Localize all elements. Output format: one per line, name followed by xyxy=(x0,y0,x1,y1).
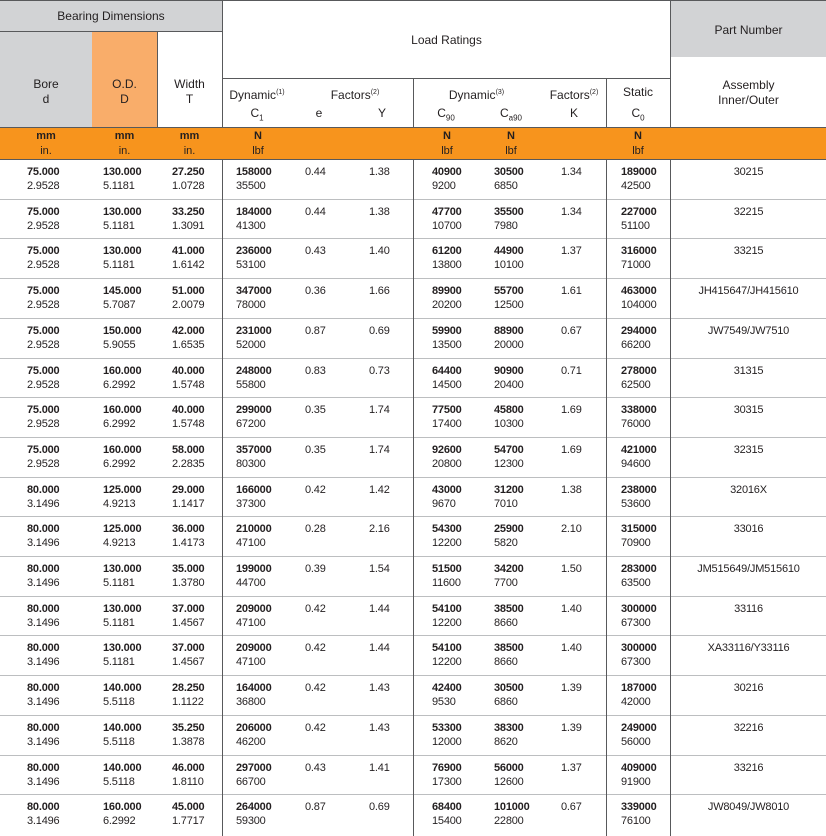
bearing-dimensions-label: Bearing Dimensions xyxy=(57,9,165,23)
part-number-cell: 33116 xyxy=(734,602,763,615)
width-cell: 33.250 1.3091 xyxy=(172,205,205,232)
c90-cell: 54100 12200 xyxy=(432,602,462,629)
e-cell: 0.44 xyxy=(305,166,326,178)
c90-units: N lbf xyxy=(441,130,453,157)
c0-cell: 339000 76100 xyxy=(621,801,657,828)
od-cell: 130.000 5.1181 xyxy=(103,166,142,192)
part-number-cell: 33216 xyxy=(733,761,764,774)
c1-cell: 206000 46200 xyxy=(236,721,272,748)
part-number-cell: JM515649/JM515610 xyxy=(697,563,800,575)
c1-cell: 264000 59300 xyxy=(236,801,272,828)
bore-cell: 75.000 2.9528 xyxy=(27,285,60,312)
ca90-cell: 45800 10300 xyxy=(494,404,524,431)
c0-cell: 300000 67300 xyxy=(621,602,657,629)
dynamic1-label: Dynamic$^{(1)}$ xyxy=(229,88,285,102)
c0-cell: 300000 67300 xyxy=(621,642,657,669)
c90-cell: 40900 9200 xyxy=(432,166,462,192)
bore-cell: 80.000 3.1496 xyxy=(27,642,60,669)
e-cell: 0.39 xyxy=(305,563,326,575)
c1-cell: 184000 41300 xyxy=(236,205,272,232)
bore-cell: 75.000 2.9528 xyxy=(27,166,60,192)
ca90-units: N lbf xyxy=(505,130,517,157)
part-number-cell: 32216 xyxy=(733,721,764,734)
ca90-cell: 54700 12300 xyxy=(494,443,524,470)
od-cell: 130.000 5.1181 xyxy=(103,205,142,232)
bore-label: Bore d xyxy=(33,77,59,106)
c0-cell: 278000 62500 xyxy=(621,364,657,391)
bore-cell: 75.000 2.9528 xyxy=(27,324,60,351)
k-cell: 1.39 xyxy=(561,721,582,734)
c0-cell: 316000 71000 xyxy=(621,245,657,272)
od-cell: 145.000 5.7087 xyxy=(103,285,142,312)
c0-cell: 421000 94600 xyxy=(621,443,657,470)
c1-cell: 164000 36800 xyxy=(236,682,272,709)
c1-cell: 199000 44700 xyxy=(236,563,272,589)
width-cell: 40.000 1.5748 xyxy=(172,404,205,431)
od-cell: 140.000 5.5118 xyxy=(103,682,142,709)
ca90-cell: 101000 22800 xyxy=(494,801,530,828)
k-cell: 1.37 xyxy=(561,245,582,258)
part-number-cell: 33016 xyxy=(733,523,764,536)
c90-cell: 53300 12000 xyxy=(432,721,462,748)
od-cell: 130.000 5.1181 xyxy=(103,563,142,589)
bore-cell: 75.000 2.9528 xyxy=(27,245,60,272)
y-cell: 1.41 xyxy=(369,761,390,774)
od-label: O.D. D xyxy=(112,77,137,106)
bore-cell: 80.000 3.1496 xyxy=(27,801,60,828)
c90-cell: 89900 20200 xyxy=(432,285,462,312)
part-number-cell: 30216 xyxy=(733,682,764,695)
width-cell: 35.250 1.3878 xyxy=(172,721,205,748)
c0-cell: 294000 66200 xyxy=(621,324,657,351)
e-cell: 0.42 xyxy=(305,721,326,734)
c1-cell: 299000 67200 xyxy=(236,404,272,431)
e-cell: 0.42 xyxy=(305,483,326,496)
bore-cell: 80.000 3.1496 xyxy=(27,602,60,629)
width-cell: 46.000 1.8110 xyxy=(172,761,205,788)
ca90-cell: 38300 8620 xyxy=(494,721,524,748)
c90-label: $C_{90}$ xyxy=(437,106,455,123)
ca90-cell: 38500 8660 xyxy=(494,642,524,669)
c0-label: $C_0$ xyxy=(631,106,645,123)
c90-cell: 64400 14500 xyxy=(432,364,462,391)
k-cell: 1.39 xyxy=(561,682,582,695)
c90-cell: 92600 20800 xyxy=(432,443,462,470)
c90-cell: 77500 17400 xyxy=(432,404,462,431)
c90-cell: 54300 12200 xyxy=(432,523,462,550)
e-cell: 0.44 xyxy=(305,205,326,218)
ca90-cell: 25900 5820 xyxy=(494,523,524,550)
y-cell: 1.44 xyxy=(369,642,390,655)
od-cell: 130.000 5.1181 xyxy=(103,642,142,669)
y-cell: 1.66 xyxy=(369,285,390,298)
c90-cell: 51500 11600 xyxy=(432,563,462,589)
c1-cell: 166000 37300 xyxy=(236,483,272,510)
k-cell: 1.34 xyxy=(561,205,582,218)
dynamic3-label: Dynamic$^{(3)}$ xyxy=(448,88,505,102)
k-cell: 1.61 xyxy=(561,285,582,298)
y-cell: 1.43 xyxy=(369,721,390,734)
y-cell: 0.73 xyxy=(369,364,390,377)
y-cell: 2.16 xyxy=(369,523,390,536)
od-cell: 130.000 5.1181 xyxy=(103,602,142,629)
od-cell: 130.000 5.1181 xyxy=(103,245,142,272)
e-label: e xyxy=(315,106,323,120)
c0-cell: 187000 42000 xyxy=(621,682,657,709)
width-cell: 37.000 1.4567 xyxy=(172,602,205,629)
y-cell: 1.40 xyxy=(369,245,390,258)
width-cell: 58.000 2.2835 xyxy=(172,443,205,470)
y-cell: 0.69 xyxy=(369,801,390,814)
e-cell: 0.42 xyxy=(305,682,326,695)
part-number-cell: 33215 xyxy=(733,245,764,258)
c0-cell: 283000 63500 xyxy=(621,563,657,589)
k-cell: 0.67 xyxy=(561,324,582,337)
e-cell: 0.35 xyxy=(305,404,326,417)
k-cell: 1.40 xyxy=(561,602,582,615)
od-cell: 160.000 6.2992 xyxy=(103,801,142,828)
k-cell: 1.34 xyxy=(561,166,582,178)
factors2b-label: Factors$^{(2)}$ xyxy=(549,88,599,102)
width-cell: 29.000 1.1417 xyxy=(172,483,205,510)
c0-cell: 249000 56000 xyxy=(621,721,657,748)
c0-cell: 227000 51100 xyxy=(621,205,657,232)
c1-cell: 236000 53100 xyxy=(236,245,272,272)
c90-cell: 54100 12200 xyxy=(432,642,462,669)
bore-cell: 80.000 3.1496 xyxy=(27,563,60,589)
k-label: K xyxy=(569,106,578,120)
y-cell: 1.43 xyxy=(369,682,390,695)
width-cell: 51.000 2.0079 xyxy=(172,285,205,312)
static-label: Static xyxy=(622,85,653,99)
bore-cell: 75.000 2.9528 xyxy=(27,364,60,391)
c1-cell: 210000 47100 xyxy=(236,523,272,550)
c90-cell: 59900 13500 xyxy=(432,324,462,351)
c1-cell: 347000 78000 xyxy=(236,285,272,312)
part-number-label: Part Number xyxy=(714,23,783,37)
bore-cell: 75.000 2.9528 xyxy=(27,443,60,470)
part-number-cell: 31315 xyxy=(733,364,764,377)
ca90-cell: 90900 20400 xyxy=(494,364,524,391)
width-units: mm in. xyxy=(179,130,200,157)
ca90-cell: 34200 7700 xyxy=(494,563,524,589)
c90-cell: 76900 17300 xyxy=(432,761,462,788)
od-cell: 140.000 5.5118 xyxy=(103,721,142,748)
width-cell: 40.000 1.5748 xyxy=(172,364,205,391)
od-cell: 140.000 5.5118 xyxy=(103,761,142,788)
y-label: Y xyxy=(377,106,386,120)
c90-cell: 47700 10700 xyxy=(432,205,462,232)
y-cell: 1.38 xyxy=(369,205,390,218)
width-cell: 42.000 1.6535 xyxy=(172,324,205,351)
c90-cell: 68400 15400 xyxy=(432,801,462,828)
part-number-cell: 32315 xyxy=(733,443,764,456)
ca90-cell: 30500 6860 xyxy=(494,682,524,709)
e-cell: 0.36 xyxy=(305,285,326,298)
c1-cell: 357000 80300 xyxy=(236,443,272,470)
load-ratings-label: Load Ratings xyxy=(411,33,482,47)
bore-cell: 75.000 2.9528 xyxy=(27,404,60,431)
part-number-cell: 30315 xyxy=(733,404,764,417)
c0-cell: 409000 91900 xyxy=(621,761,657,788)
y-cell: 1.74 xyxy=(369,404,390,417)
c1-units: N lbf xyxy=(252,130,264,157)
k-cell: 1.40 xyxy=(561,642,582,655)
k-cell: 0.67 xyxy=(561,801,582,814)
od-cell: 125.000 4.9213 xyxy=(103,483,142,510)
width-cell: 35.000 1.3780 xyxy=(172,563,205,589)
e-cell: 0.28 xyxy=(305,523,326,536)
ca90-label: $C_{a90}$ xyxy=(499,106,523,123)
assembly-label: Assembly Inner/Outer xyxy=(718,78,779,107)
k-cell: 1.69 xyxy=(561,404,582,417)
c1-cell: 209000 47100 xyxy=(236,602,272,629)
c90-cell: 43000 9670 xyxy=(432,483,462,510)
bore-cell: 80.000 3.1496 xyxy=(27,721,60,748)
k-cell: 1.38 xyxy=(561,483,582,496)
ca90-cell: 31200 7010 xyxy=(494,483,524,510)
c1-cell: 209000 47100 xyxy=(236,642,272,669)
width-cell: 28.250 1.1122 xyxy=(172,682,205,709)
factors2a-label: Factors$^{(2)}$ xyxy=(330,88,380,102)
e-cell: 0.43 xyxy=(305,245,326,258)
c0-cell: 463000 104000 xyxy=(621,285,657,312)
ca90-cell: 35500 7980 xyxy=(494,205,524,232)
bore-units: mm in. xyxy=(36,130,56,157)
y-cell: 1.38 xyxy=(369,166,390,178)
bore-cell: 80.000 3.1496 xyxy=(27,682,60,709)
ca90-cell: 44900 10100 xyxy=(494,245,524,272)
c0-cell: 315000 70900 xyxy=(621,523,657,550)
c1-cell: 297000 66700 xyxy=(236,761,272,788)
e-cell: 0.87 xyxy=(305,324,326,337)
k-cell: 1.37 xyxy=(561,761,582,774)
y-cell: 1.54 xyxy=(369,563,390,575)
bore-cell: 80.000 3.1496 xyxy=(27,523,60,550)
od-cell: 160.000 6.2992 xyxy=(103,443,142,470)
e-cell: 0.43 xyxy=(305,761,326,774)
c0-cell: 189000 42500 xyxy=(621,166,657,192)
e-cell: 0.87 xyxy=(305,801,326,814)
c1-cell: 248000 55800 xyxy=(236,364,272,391)
c90-cell: 61200 13800 xyxy=(432,245,462,272)
e-cell: 0.83 xyxy=(305,364,326,377)
width-cell: 45.000 1.7717 xyxy=(172,801,205,828)
k-cell: 1.50 xyxy=(561,563,582,575)
ca90-cell: 55700 12500 xyxy=(494,285,524,312)
c0-units: N lbf xyxy=(632,130,644,157)
c0-cell: 338000 76000 xyxy=(621,404,657,431)
width-cell: 27.250 1.0728 xyxy=(172,166,205,192)
part-number-cell: 32016X xyxy=(730,483,767,496)
y-cell: 1.74 xyxy=(369,443,390,456)
bore-cell: 80.000 3.1496 xyxy=(27,483,60,510)
part-number-cell: JW8049/JW8010 xyxy=(707,801,790,814)
y-cell: 0.69 xyxy=(369,324,390,337)
part-number-cell: 30215 xyxy=(733,166,764,178)
k-cell: 2.10 xyxy=(561,523,582,536)
part-number-cell: 32215 xyxy=(733,205,764,218)
width-cell: 37.000 1.4567 xyxy=(172,642,205,669)
e-cell: 0.42 xyxy=(305,642,326,655)
c1-cell: 231000 52000 xyxy=(236,324,272,351)
od-cell: 160.000 6.2992 xyxy=(103,404,142,431)
bore-cell: 75.000 2.9528 xyxy=(27,205,60,232)
ca90-cell: 88900 20000 xyxy=(494,324,524,351)
ca90-cell: 38500 8660 xyxy=(494,602,524,629)
ca90-cell: 56000 12600 xyxy=(494,761,524,788)
k-cell: 0.71 xyxy=(561,364,582,377)
y-cell: 1.42 xyxy=(369,483,390,496)
part-number-cell: XA33116/Y33116 xyxy=(707,642,790,655)
bore-cell: 80.000 3.1496 xyxy=(27,761,60,788)
e-cell: 0.35 xyxy=(305,443,326,456)
e-cell: 0.42 xyxy=(305,602,326,615)
ca90-cell: 30500 6850 xyxy=(494,166,524,192)
c0-cell: 238000 53600 xyxy=(621,483,657,510)
width-cell: 36.000 1.4173 xyxy=(172,523,205,550)
width-cell: 41.000 1.6142 xyxy=(172,245,205,272)
od-cell: 150.000 5.9055 xyxy=(103,324,142,351)
k-cell: 1.69 xyxy=(561,443,582,456)
c1-cell: 158000 35500 xyxy=(236,166,272,192)
od-cell: 160.000 6.2992 xyxy=(103,364,142,391)
width-label: Width T xyxy=(174,77,205,106)
y-cell: 1.44 xyxy=(369,602,390,615)
od-units: mm in. xyxy=(114,130,135,157)
od-cell: 125.000 4.9213 xyxy=(103,523,142,550)
c90-cell: 42400 9530 xyxy=(432,682,462,709)
c1-label: $C_1$ xyxy=(250,106,264,123)
part-number-cell: JW7549/JW7510 xyxy=(707,324,790,337)
part-number-cell: JH415647/JH415610 xyxy=(698,285,799,298)
